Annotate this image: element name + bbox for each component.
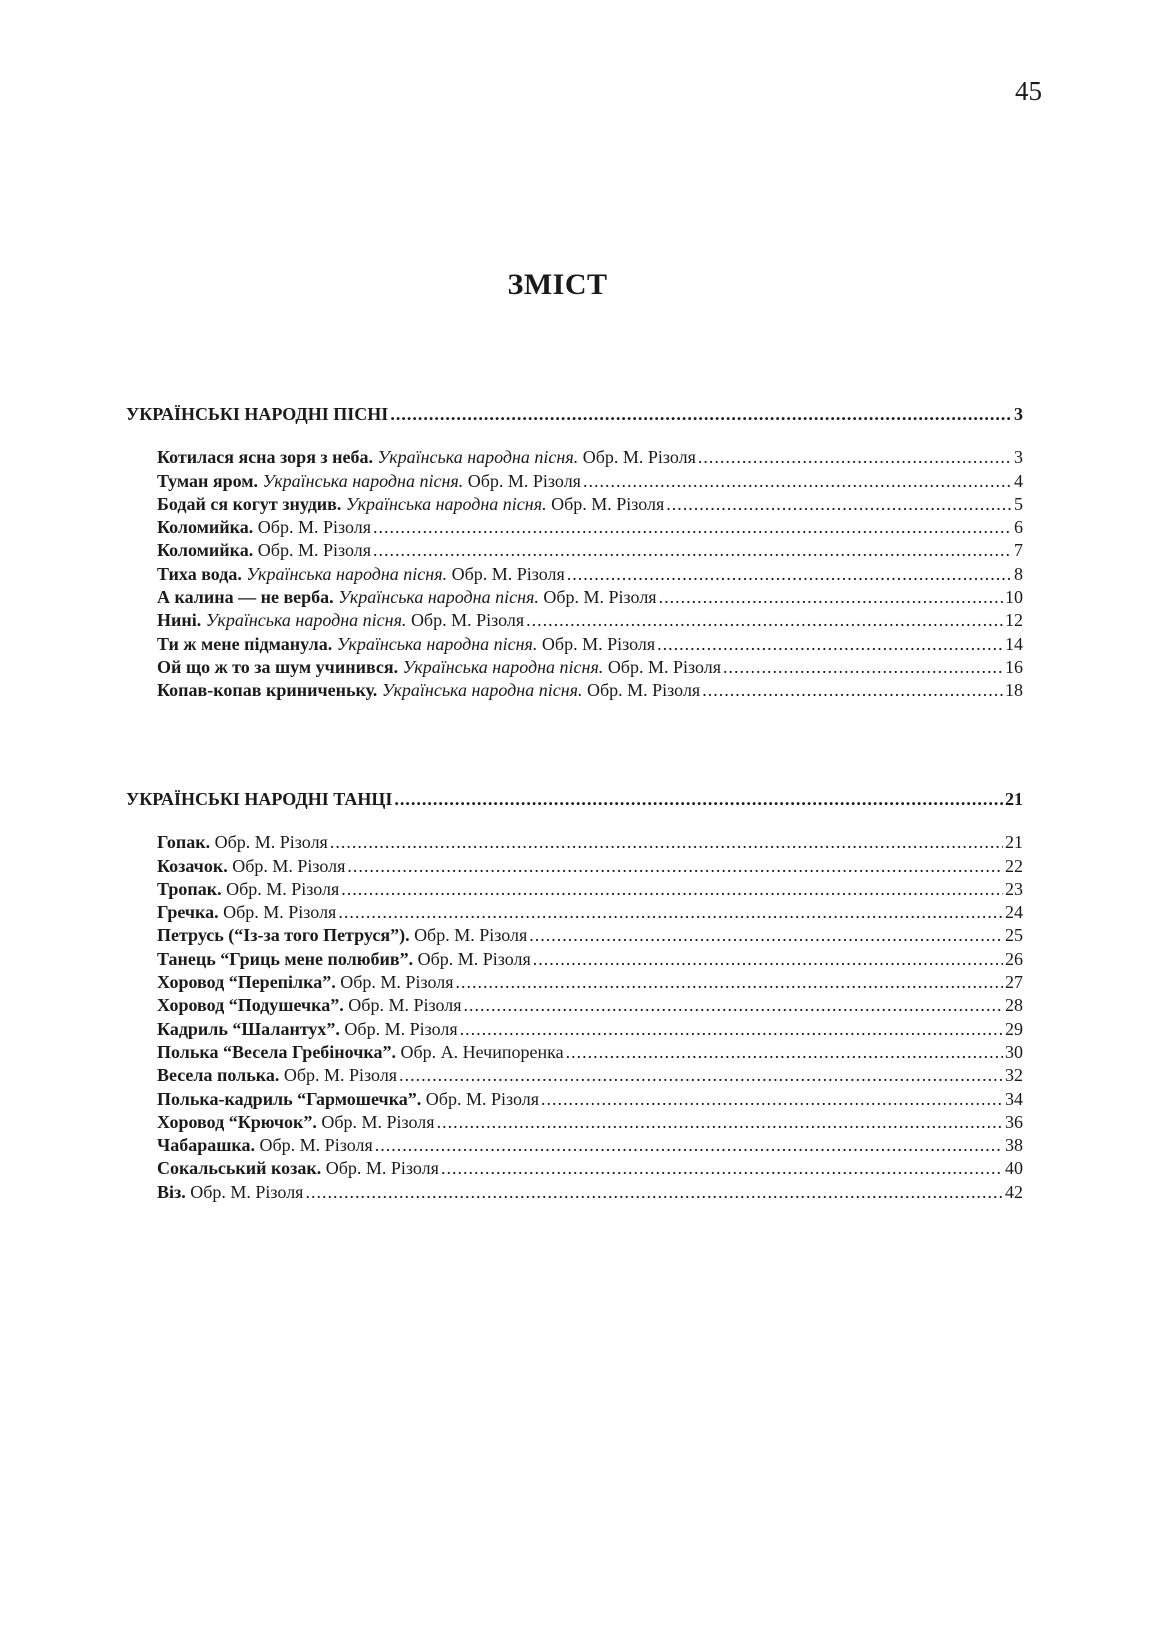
entry-page-number: 22 [1005,855,1023,876]
entry-arrangement: Обр. М. Різоля [257,540,371,561]
entry-title: Полька “Весела Гребіночка”. [157,1041,396,1062]
dot-leader [526,609,1003,632]
entry-arrangement: Обр. М. Різоля [321,1111,435,1132]
section-heading-text: УКРАЇНСЬКІ НАРОДНІ ПІСНІ [126,404,389,424]
entry-arrangement: Обр. М. Різоля [340,972,454,993]
entry-title: Петрусь (“Із-за того Петруся”). [157,925,410,946]
entry-title: Нині. [157,610,202,631]
entry-page-number: 4 [1014,470,1023,491]
toc-entry[interactable] [157,633,1023,656]
entry-arrangement: Обр. М. Різоля [414,925,528,946]
entry-title: Туман яром. [157,470,259,491]
toc-entry[interactable] [157,1181,1023,1204]
entry-arrangement: Обр. М. Різоля [551,493,665,514]
entry-arrangement: Обр. М. Різоля [417,948,531,969]
dot-leader [373,539,1012,562]
entry-page-number: 21 [1005,832,1023,853]
entry-page-number: 32 [1005,1065,1023,1086]
dot-leader [455,971,1003,994]
toc-entry[interactable] [157,1018,1023,1041]
entry-title: Коломийка. [157,517,254,538]
entry-page-number: 27 [1005,972,1023,993]
dot-leader [659,586,1003,609]
dot-leader [541,1088,1003,1111]
entry-page-number: 23 [1005,878,1023,899]
entry-title: Сокальський козак. [157,1158,322,1179]
entry-page-number: 29 [1005,1018,1023,1039]
entry-arrangement: Обр. М. Різоля [451,563,565,584]
toc-entry[interactable] [157,609,1023,632]
dot-leader [330,831,1003,854]
dot-leader [347,855,1003,878]
toc-entry[interactable] [157,924,1023,947]
toc-entry[interactable] [157,878,1023,901]
entry-page-number: 36 [1005,1111,1023,1132]
entry-arrangement: Обр. М. Різоля [223,902,337,923]
entry-arrangement: Обр. М. Різоля [283,1065,398,1086]
entry-title: Полька-кадриль “Гармошечка”. [157,1088,422,1109]
toc-entry[interactable] [157,656,1023,679]
entry-page-number: 16 [1005,656,1023,677]
dot-leader [463,994,1003,1017]
entry-arrangement: Обр. М. Різоля [410,610,525,631]
toc-entry[interactable] [157,971,1023,994]
entry-page-number: 24 [1005,902,1023,923]
toc-entry[interactable] [157,948,1023,971]
toc-entry[interactable] [157,994,1023,1017]
toc-entries-songs [126,446,1023,702]
entry-page-number: 42 [1005,1181,1023,1202]
entry-title: Хоровод “Подушечка”. [157,995,344,1016]
entry-genre: Українська народна пісня. [402,656,604,677]
entry-title: Коломийка. [157,540,254,561]
entry-arrangement: Обр. М. Різоля [325,1158,439,1179]
entry-arrangement: Обр. М. Різоля [587,680,701,701]
dot-leader [305,1181,1003,1204]
toc-entry[interactable] [157,1157,1023,1180]
entry-page-number: 3 [1014,447,1023,468]
page-number: 45 [1015,76,1042,106]
toc-entry[interactable] [157,446,1023,469]
entry-page-number: 30 [1005,1041,1023,1062]
entry-genre: Українська народна пісня. [338,587,539,608]
toc-entry[interactable] [157,855,1023,878]
entry-title: Чабарашка. [157,1135,256,1156]
entry-title: Гопак. [157,832,211,853]
dot-leader [702,679,1003,702]
toc-entry[interactable] [157,831,1023,854]
entry-title: Котилася ясна зоря з неба. [157,447,374,468]
dot-leader [657,633,1003,656]
toc-entry[interactable] [157,679,1023,702]
entry-title: Віз. [157,1181,186,1202]
page-title: ЗМІСТ [507,268,608,301]
entry-arrangement: Обр. М. Різоля [257,517,371,538]
entry-arrangement: Обр. М. Різоля [425,1088,539,1109]
entry-arrangement: Обр. М. Різоля [582,447,696,468]
dot-leader [666,493,1012,516]
entry-arrangement: Обр. М. Різоля [232,855,346,876]
toc-section-heading[interactable] [126,403,1023,426]
entry-arrangement: Обр. М. Різоля [607,656,722,677]
entry-page-number: 12 [1005,610,1023,631]
dot-leader [460,1018,1003,1041]
dot-leader [533,948,1003,971]
entry-genre: Українська народна пісня. [336,633,538,654]
dot-leader [441,1157,1003,1180]
entry-page-number: 40 [1005,1158,1023,1179]
entry-page-number: 8 [1014,563,1023,584]
entry-page-number: 38 [1005,1135,1023,1156]
entry-title: Хоровод “Крючок”. [157,1111,317,1132]
dot-leader [338,901,1003,924]
entry-page-number: 10 [1005,587,1023,608]
entry-page-number: 26 [1005,948,1023,969]
entry-title: Гречка. [157,902,219,923]
section-page-number: 3 [1014,404,1023,424]
entry-title: А калина — не верба. [157,587,334,608]
entry-genre: Українська народна пісня. [246,563,448,584]
entry-title: Танець “Гриць мене полюбив”. [157,948,414,969]
entry-genre: Українська народна пісня. [381,680,583,701]
entry-arrangement: Обр. М. Різоля [214,832,328,853]
toc-entry[interactable] [157,586,1023,609]
entry-page-number: 34 [1005,1088,1023,1109]
entry-title: Копав-копав криниченьку. [157,680,378,701]
entry-arrangement: Обр. А. Нечипоренка [400,1041,564,1062]
entry-title: Хоровод “Перепілка”. [157,972,336,993]
entry-title: Ой що ж то за шум учинився. [157,656,399,677]
toc-entry[interactable] [157,1088,1023,1111]
dot-leader [437,1111,1003,1134]
dot-leader [399,1064,1003,1087]
toc-entry[interactable] [157,1041,1023,1064]
toc-entry[interactable] [157,563,1023,586]
toc-section-songs [126,403,1023,703]
entry-arrangement: Обр. М. Різоля [259,1135,373,1156]
dot-leader [341,878,1003,901]
entry-arrangement: Обр. М. Різоля [348,995,462,1016]
entry-genre: Українська народна пісня. [345,493,547,514]
entry-page-number: 18 [1005,680,1023,701]
dot-leader [390,403,1012,426]
toc-entry[interactable] [157,1111,1023,1134]
dot-leader [529,924,1003,947]
entry-title: Бодай ся когут знудив. [157,493,342,514]
section-heading-text: УКРАЇНСЬКІ НАРОДНІ ТАНЦІ [126,789,393,809]
entry-arrangement: Обр. М. Різоля [541,633,656,654]
toc-section-heading[interactable] [126,788,1023,811]
entry-page-number: 6 [1014,517,1023,538]
toc-entry[interactable] [157,1064,1023,1087]
dot-leader [394,788,1003,811]
entry-title: Козачок. [157,855,228,876]
entry-arrangement: Обр. М. Різоля [543,587,657,608]
dot-leader [698,446,1012,469]
toc-entry[interactable] [157,539,1023,562]
entry-arrangement: Обр. М. Різоля [467,470,581,491]
toc-entry[interactable] [157,493,1023,516]
entry-title: Ти ж мене підманула. [157,633,333,654]
entry-arrangement: Обр. М. Різоля [226,878,340,899]
toc-entry[interactable] [157,470,1023,493]
dot-leader [373,516,1012,539]
entry-page-number: 28 [1005,995,1023,1016]
entry-title: Тиха вода. [157,563,242,584]
entry-arrangement: Обр. М. Різоля [344,1018,458,1039]
toc-entries-dances [126,831,1023,1204]
entry-page-number: 7 [1014,540,1023,561]
entry-arrangement: Обр. М. Різоля [190,1181,304,1202]
dot-leader [583,470,1012,493]
dot-leader [723,656,1003,679]
dot-leader [566,1041,1003,1064]
toc-entry[interactable] [157,1134,1023,1157]
toc-entry[interactable] [157,516,1023,539]
entry-title: Весела полька. [157,1065,280,1086]
section-page-number: 21 [1005,789,1023,809]
entry-page-number: 14 [1005,633,1023,654]
dot-leader [375,1134,1003,1157]
toc-section-dances [126,788,1023,1204]
toc-entry[interactable] [157,901,1023,924]
entry-page-number: 5 [1014,493,1023,514]
entry-title: Тропак. [157,878,222,899]
entry-genre: Українська народна пісня. [205,610,407,631]
entry-genre: Українська народна пісня. [377,447,579,468]
entry-title: Кадриль “Шалантух”. [157,1018,340,1039]
entry-page-number: 25 [1005,925,1023,946]
dot-leader [567,563,1012,586]
entry-genre: Українська народна пісня. [262,470,464,491]
